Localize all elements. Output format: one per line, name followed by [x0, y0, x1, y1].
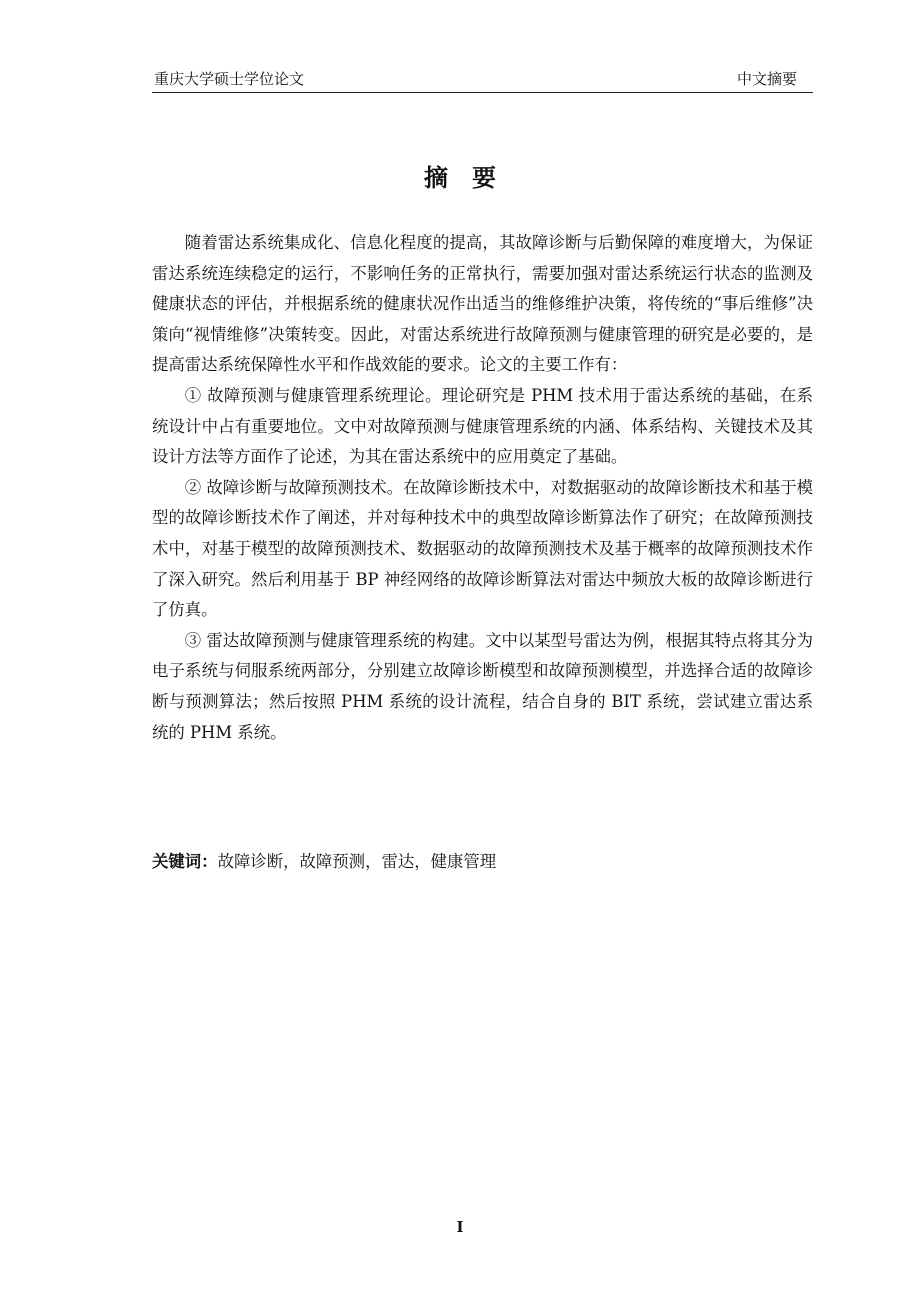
keywords-label: 关键词： [152, 852, 218, 871]
page-number: I [456, 1218, 464, 1236]
abstract-paragraph-3: ③ 雷达故障预测与健康管理系统的构建。文中以某型号雷达为例，根据其特点将其分为电子系统与伺服系统两部分，分别建立故障诊断模型和故障预测模型，并选择合适的故障诊断与预测算法；然后按照 PHM 系统的设计流程，结合自身的 BIT 系统，尝试建立雷达系统的 PHM 系统。 [152, 630, 813, 742]
abstract-body [152, 228, 813, 748]
page-header [152, 68, 813, 93]
abstract-paragraph-1: ① 故障预测与健康管理系统理论。理论研究是 PHM 技术用于雷达系统的基础，在系统设计中占有重要地位。文中对故障预测与健康管理系统的内涵、体系结构、关键技术及其设计方法等方面作了论述，为其在雷达系统中的应用奠定了基础。 [152, 385, 813, 467]
page-title: 摘要 [424, 164, 520, 192]
header-thesis-title: 重庆大学硕士学位论文 [154, 70, 305, 88]
keywords-value: 故障诊断，故障预测，雷达，健康管理 [217, 852, 497, 871]
header-section-name: 中文摘要 [736, 70, 797, 88]
keywords-line [152, 847, 813, 877]
abstract-paragraph-2: ② 故障诊断与故障预测技术。在故障诊断技术中，对数据驱动的故障诊断技术和基于模型的故障诊断技术作了阐述，并对每种技术中的典型故障诊断算法作了研究；在故障预测技术中，对基于模型的故障预测技术、数据驱动的故障预测技术及基于概率的故障预测技术作了深入研究。然后利用基于 BP 神经网络的故障诊断算法对雷达中频放大板的故障诊断进行了仿真。 [152, 477, 813, 620]
abstract-paragraph-intro: 随着雷达系统集成化、信息化程度的提高，其故障诊断与后勤保障的难度增大，为保证雷达系统连续稳定的运行，不影响任务的正常执行，需要加强对雷达系统运行状态的监测及健康状态的评估，并根据系统的健康状况作出适当的维修维护决策，将传统的“事后维修”决策向“视情维修”决策转变。因此，对雷达系统进行故障预测与健康管理的研究是必要的，是提高雷达系统保障性水平和作战效能的要求。论文的主要工作有： [152, 233, 813, 375]
